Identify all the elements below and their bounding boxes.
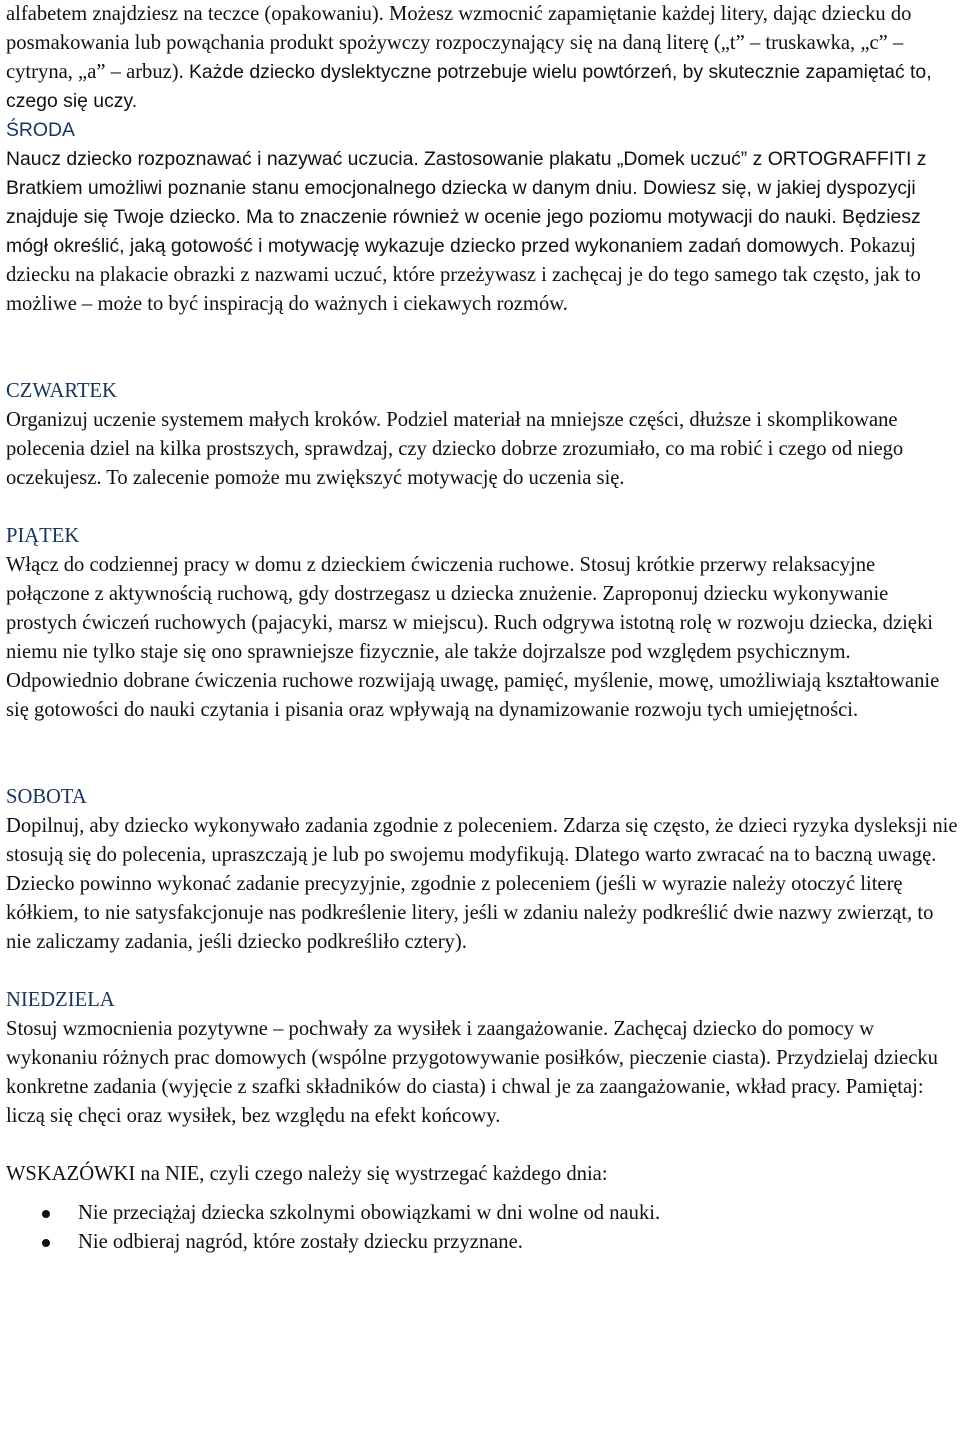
sroda-text-3: Pokazuj dziecku na plakacie obrazki z nazwami uczuć, które przeżywasz i zachęcaj je do tego samego tak często, jak to możliwe – może to być inspiracją do ważnych i ciekawych rozmów.: [6, 235, 921, 315]
bullet-icon: [42, 1239, 50, 1247]
list-item: [78, 1199, 958, 1228]
section-heading-sroda: ŚRODA: [6, 119, 75, 141]
intro-paragraph: [6, 0, 958, 116]
sobota-section: [6, 783, 958, 957]
bullet-icon: [42, 1210, 50, 1218]
piatek-section: [6, 522, 958, 725]
piatek-paragraph: Włącz do codziennej pracy w domu z dzieckiem ćwiczenia ruchowe. Stosuj krótkie przerwy relaksacyjne połączone z aktywnością ruchową, gdy dostrzegasz u dziecka znużenie. Zaproponuj dziecku wykonywanie prostych ćwiczeń ruchowych (pajacyki, marsz w miejscu). Ruch odgrywa istotną rolę w rozwoju dziecka, dzięki niemu nie tylko staje się ono sprawniejsze fizycznie, ale także dojrzalsze pod względem psychicznym. Odpowiednio dobrane ćwiczenia ruchowe rozwijają uwagę, pamięć, myślenie, mowę, umożliwiają kształtowanie się gotowości do nauki czytania i pisania oraz wpływają na dynamizowanie rozwoju tych umiejętności.: [6, 554, 940, 721]
spacer: [6, 725, 958, 783]
section-heading-niedziela: NIEDZIELA: [6, 989, 115, 1011]
sroda-section: [6, 116, 958, 319]
spacer: [6, 493, 958, 522]
intro-text-sans: Każde dziecko dyslektyczne potrzebuje wielu powtórzeń, by skutecznie zapamiętać to, czego się uczy.: [6, 61, 932, 112]
czwartek-paragraph: Organizuj uczenie systemem małych kroków. Podziel materiał na mniejsze części, dłuższe i skomplikowane polecenia dziel na kilka prostszych, sprawdzaj, czy dziecko dobrze zrozumiało, co ma robić i czego od niego oczekujesz. To zalecenie pomoże mu zwiększyć motywację do uczenia się.: [6, 409, 904, 489]
sobota-paragraph: Dopilnuj, aby dziecko wykonywało zadania zgodnie z poleceniem. Zdarza się często, że dzieci ryzyka dysleksji nie stosują się do polecenia, upraszczają je lub po swojemu modyfikują. Dlatego warto zwracać na to baczną uwagę. Dziecko powinno wykonać zadanie precyzyjnie, zgodnie z poleceniem (jeśli w wyrazie należy otoczyć literę kółkiem, to nie satysfakcjonuje nas podkreślenie litery, jeśli w zdaniu należy podkreślić dwie nazwy zwierząt, to nie zaliczamy zadania, jeśli dziecko podkreśliło cztery).: [6, 815, 958, 953]
tips-list: [6, 1199, 958, 1257]
sroda-text-2: Zastosowanie plakatu „Domek uczuć” z ORTOGRAFFITI z Bratkiem umożliwi poznanie stanu emocjonalnego dziecka w danym dniu. Dowiesz się, w jakiej dyspozycji znajduje się Twoje dziecko. Ma to znaczenie również w ocenie jego poziomu motywacji do nauki. Będziesz mógł określić, jaką gotowość i motywację wykazuje dziecko przed wykonaniem zadań domowych.: [6, 148, 927, 257]
section-heading-sobota: SOBOTA: [6, 786, 87, 808]
section-heading-czwartek: CZWARTEK: [6, 380, 117, 402]
spacer: [6, 1131, 958, 1160]
intro-text-serif: alfabetem znajdziesz na teczce (opakowaniu). Możesz wzmocnić zapamiętanie każdej litery, dając dziecku do posmakowania lub powąchania produkt spożywczy rozpoczynający się na daną literę („t” – truskawka, „c” – cytryna, „a” – arbuz).: [6, 3, 912, 83]
spacer: [6, 957, 958, 986]
list-item-text: Nie przeciążaj dziecka szkolnymi obowiązkami w dni wolne od nauki.: [78, 1202, 661, 1224]
sroda-text-1: Naucz dziecko rozpoznawać i nazywać uczucia.: [6, 148, 419, 170]
niedziela-section: [6, 986, 958, 1131]
list-item-text: Nie odbieraj nagród, które zostały dziecku przyznane.: [78, 1231, 523, 1253]
sroda-paragraph: [6, 145, 958, 319]
section-heading-piatek: PIĄTEK: [6, 525, 80, 547]
czwartek-section: [6, 377, 958, 493]
wskazowki-heading: WSKAZÓWKI na NIE, czyli czego należy się wystrzegać każdego dnia:: [6, 1163, 608, 1185]
spacer: [6, 319, 958, 377]
wskazowki-section: [6, 1160, 958, 1257]
intro-section: [6, 0, 958, 116]
niedziela-paragraph: Stosuj wzmocnienia pozytywne – pochwały za wysiłek i zaangażowanie. Zachęcaj dziecko do pomocy w wykonaniu różnych prac domowych (wspólne przygotowywanie posiłków, pieczenie ciasta). Przydzielaj dziecku konkretne zadania (wyjęcie z szafki składników do ciasta) i chwal je za zaangażowanie, wkład pracy. Pamiętaj: liczą się chęci oraz wysiłek, bez względu na efekt końcowy.: [6, 1018, 938, 1127]
list-item: [78, 1228, 958, 1257]
document-page: [6, 0, 958, 1257]
